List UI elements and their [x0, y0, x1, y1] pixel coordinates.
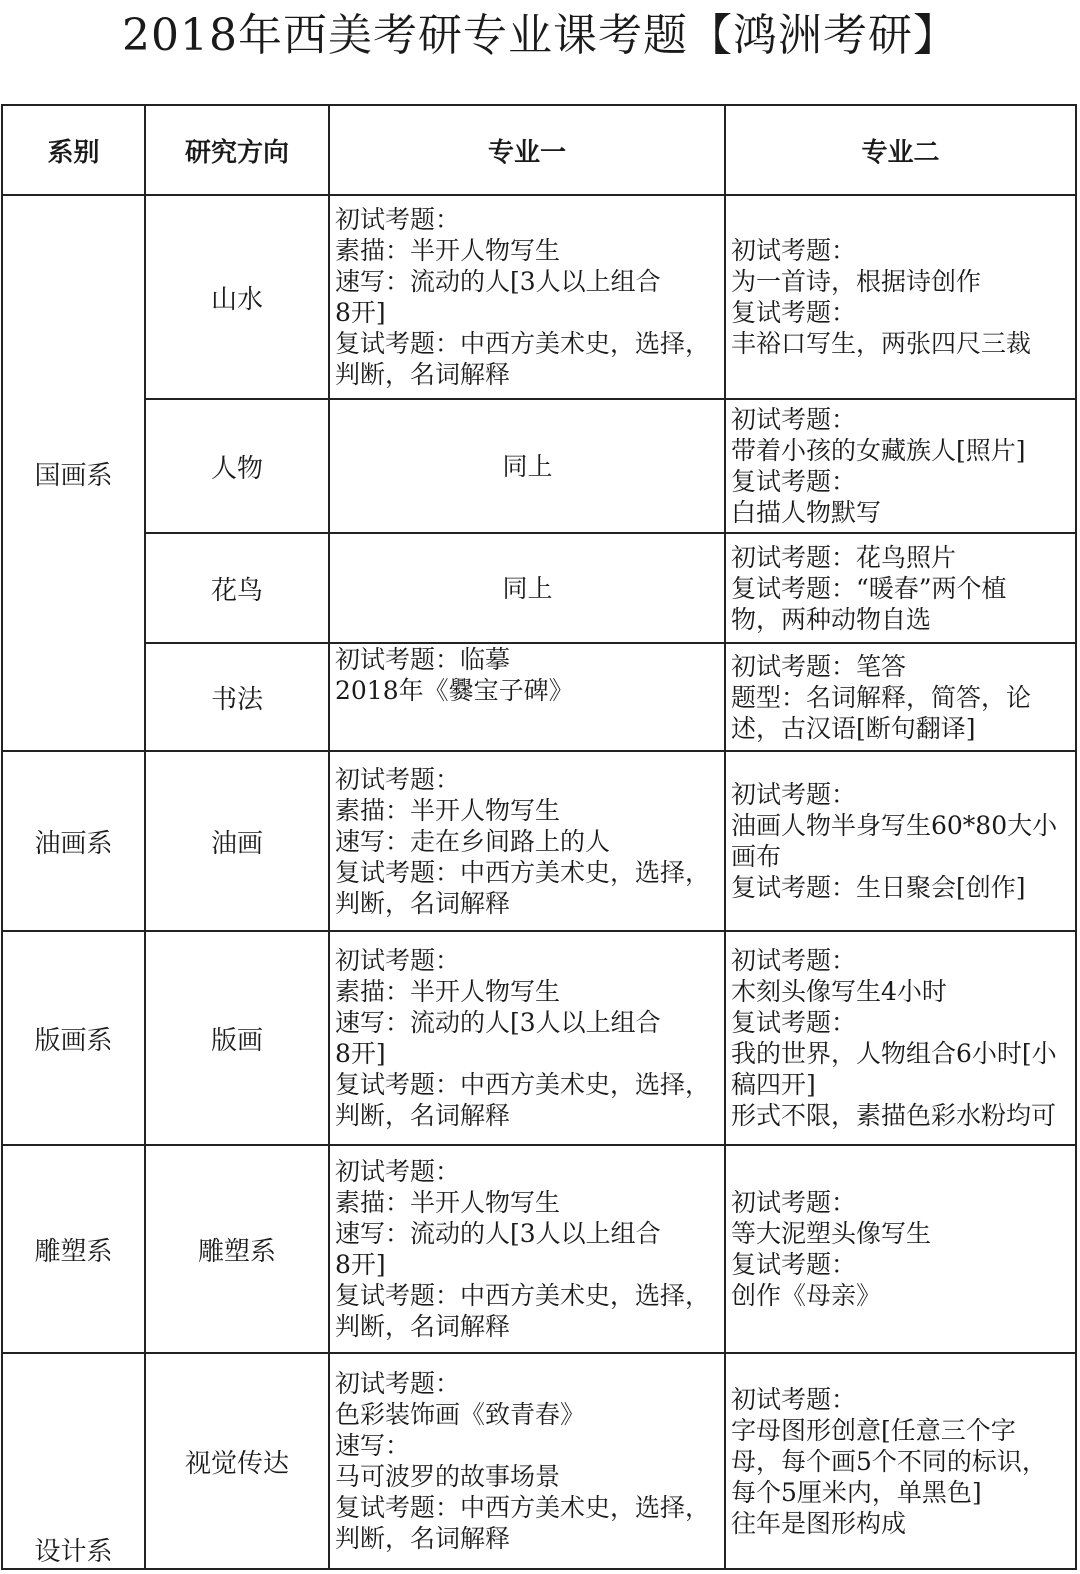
document-title: 2018年西美考研专业课考题【鸿洲考研】	[122, 10, 958, 61]
text-line: 创作《母亲》	[731, 1281, 882, 1310]
text-line: 初试考题：笔答	[731, 651, 907, 681]
text-line: 素描：半开人物写生	[335, 236, 561, 265]
text-line: 色彩装饰画《致青春》	[335, 1400, 586, 1429]
direction-cell: 书法	[145, 643, 329, 751]
major-one-cell	[329, 533, 725, 643]
text-line: 稿四开]	[731, 1070, 816, 1099]
text-line: 初试考题：花鸟照片	[731, 542, 957, 572]
text-line: 复试考题：中西方美术史，选择，	[335, 1281, 711, 1310]
text-line: 初试考题：	[731, 1384, 857, 1414]
major-one-cell	[329, 643, 725, 751]
text-line: 速写：流动的人[3人以上组合	[335, 1219, 661, 1248]
major-two-cell	[725, 643, 1076, 751]
text-line: 木刻头像写生4小时	[731, 977, 947, 1006]
table-row	[2, 751, 1076, 931]
text-line: 8开]	[335, 1039, 386, 1068]
department-cell: 设计系	[2, 1353, 145, 1569]
text-line: 初试考题：	[731, 946, 857, 975]
major-two-cell	[725, 751, 1076, 931]
department-cell: 油画系	[2, 751, 145, 931]
text-line: 初试考题：	[335, 205, 461, 234]
direction-cell: 视觉传达	[145, 1353, 329, 1569]
table-row	[2, 399, 1076, 533]
header-major-one: 专业一	[329, 105, 725, 195]
text-line: 复试考题：	[731, 1250, 857, 1279]
text-line: 字母图形创意[任意三个字	[731, 1415, 1016, 1445]
direction-cell: 油画	[145, 751, 329, 931]
text-line: 初试考题：	[335, 1157, 461, 1186]
text-line: 复试考题：	[731, 467, 857, 496]
text-line: 素描：半开人物写生	[335, 1188, 561, 1217]
text-line: 题型：名词解释，简答，论	[731, 682, 1032, 712]
text-line: 复试考题：中西方美术史，选择，	[335, 1070, 711, 1099]
table-row	[2, 643, 1076, 751]
text-line: 等大泥塑头像写生	[731, 1219, 932, 1248]
text-line: 判断，名词解释	[335, 888, 511, 918]
header-row	[2, 105, 1076, 195]
major-two-cell	[725, 1353, 1076, 1569]
department-cell: 版画系	[2, 931, 145, 1145]
text-line: 初试考题：	[335, 1369, 461, 1398]
text-line: 复试考题：	[731, 1008, 857, 1037]
text-line: 初试考题：	[335, 946, 461, 975]
direction-cell: 雕塑系	[145, 1145, 329, 1353]
text-line: 速写：流动的人[3人以上组合	[335, 267, 661, 296]
text-line: 我的世界，人物组合6小时[小	[731, 1039, 1057, 1068]
direction-cell: 人物	[145, 399, 329, 533]
text-line: 母，每个画5个不同的标识，	[731, 1446, 1047, 1476]
major-one-cell	[329, 399, 725, 533]
major-one-cell	[329, 751, 725, 931]
text-line: 8开]	[335, 1250, 386, 1279]
major-two-cell	[725, 195, 1076, 399]
text-line: 判断，名词解释	[335, 1101, 511, 1130]
header-department: 系别	[2, 105, 145, 195]
direction-cell: 版画	[145, 931, 329, 1145]
major-two-cell	[725, 1145, 1076, 1353]
text-line: 8开]	[335, 298, 386, 327]
text-line: 丰裕口写生，两张四尺三裁	[731, 329, 1032, 358]
exam-table	[1, 104, 1077, 1570]
text-line: 复试考题：“暖春”两个植	[731, 573, 1007, 603]
header-direction: 研究方向	[145, 105, 329, 195]
major-two-cell	[725, 533, 1076, 643]
text-line: 油画人物半身写生60*80大小	[731, 811, 1058, 840]
text-line: 2018年《爨宝子碑》	[335, 676, 574, 705]
text-line: 判断，名词解释	[335, 360, 511, 389]
major-one-cell	[329, 931, 725, 1145]
text-line: 物，两种动物自选	[731, 604, 932, 634]
text-line: 初试考题：临摹	[335, 645, 511, 674]
text-line: 同上	[502, 451, 553, 481]
table-row	[2, 195, 1076, 399]
header-major-two: 专业二	[725, 105, 1076, 195]
text-line: 复试考题：中西方美术史，选择，	[335, 329, 711, 358]
text-line: 素描：半开人物写生	[335, 977, 561, 1006]
text-line: 初试考题：	[731, 780, 857, 809]
major-one-cell	[329, 1353, 725, 1569]
table-row	[2, 931, 1076, 1145]
major-one-cell	[329, 195, 725, 399]
text-line: 为一首诗，根据诗创作	[731, 267, 982, 296]
text-line: 素描：半开人物写生	[335, 795, 561, 825]
department-cell: 雕塑系	[2, 1145, 145, 1353]
text-line: 初试考题：	[335, 764, 461, 794]
text-line: 速写：流动的人[3人以上组合	[335, 1008, 661, 1037]
text-line: 复试考题：	[731, 298, 857, 327]
text-line: 往年是图形构成	[731, 1508, 907, 1538]
table-row	[2, 533, 1076, 643]
table-row	[2, 1353, 1076, 1569]
department-cell: 国画系	[2, 195, 145, 751]
text-line: 复试考题：生日聚会[创作]	[731, 873, 1026, 902]
text-line: 判断，名词解释	[335, 1524, 511, 1553]
text-line: 白描人物默写	[731, 498, 882, 527]
text-line: 每个5厘米内，单黑色]	[731, 1477, 982, 1507]
text-line: 复试考题：中西方美术史，选择，	[335, 857, 711, 887]
direction-cell: 山水	[145, 195, 329, 399]
text-line: 初试考题：	[731, 1188, 857, 1217]
major-two-cell	[725, 931, 1076, 1145]
text-line: 速写：走在乡间路上的人	[335, 826, 611, 856]
text-line: 速写：	[335, 1431, 411, 1460]
text-line: 述，古汉语[断句翻译]	[731, 713, 976, 743]
text-line: 复试考题：中西方美术史，选择，	[335, 1493, 711, 1522]
major-two-cell	[725, 399, 1076, 533]
text-line: 画布	[731, 842, 782, 871]
text-line: 带着小孩的女藏族人[照片]	[731, 436, 1026, 465]
text-line: 初试考题：	[731, 405, 857, 434]
text-line: 形式不限，素描色彩水粉均可	[731, 1101, 1057, 1130]
text-line: 判断，名词解释	[335, 1312, 511, 1341]
major-one-cell	[329, 1145, 725, 1353]
text-line: 同上	[502, 573, 553, 603]
direction-cell: 花鸟	[145, 533, 329, 643]
text-line: 马可波罗的故事场景	[335, 1462, 561, 1491]
text-line: 初试考题：	[731, 236, 857, 265]
table-row	[2, 1145, 1076, 1353]
